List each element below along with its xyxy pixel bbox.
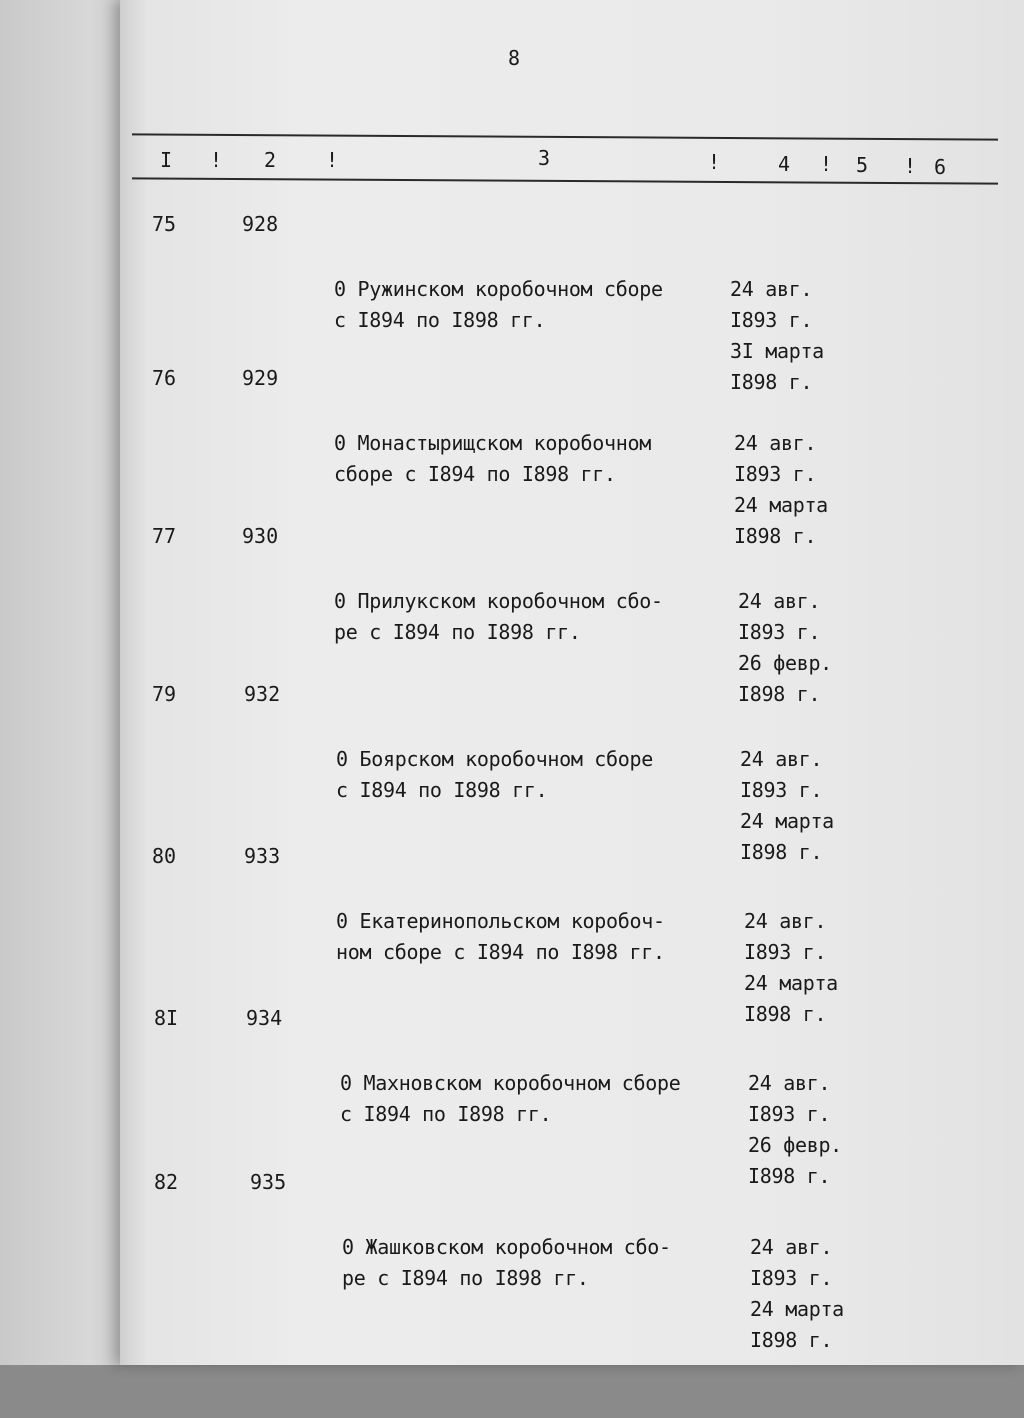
case-title: 0 Боярском коробочном сборе с I894 по I898 гг. (336, 747, 654, 802)
case-dates: 24 авг. I893 г. 26 февр. I898 г. (748, 1071, 842, 1188)
header-separator: ! (708, 150, 721, 174)
case-dates: 24 авг. I893 г. 24 марта I898 г. (734, 431, 828, 548)
row-number: 82 (154, 1170, 179, 1194)
row-number: 75 (152, 212, 177, 236)
case-dates: 24 авг. I893 г. 26 февр. I898 г. (738, 589, 832, 706)
case-number: 932 (244, 682, 281, 706)
case-title: 0 Монастырищском коробочном сборе с I894 по I898 гг. (334, 431, 652, 486)
header-col-5: 5 (856, 153, 869, 177)
header-col-4: 4 (778, 152, 791, 176)
case-title: 0 Екатеринопольском коробоч- ном сборе с I894 по I898 гг. (336, 909, 665, 964)
header-col-2: 2 (264, 148, 277, 172)
row-number: 76 (152, 366, 177, 390)
row-number: 80 (152, 844, 177, 868)
header-separator: ! (326, 148, 339, 172)
case-dates: 24 авг. I893 г. 24 марта I898 г. (750, 1235, 844, 1352)
case-number: 934 (246, 1006, 283, 1030)
header-col-1: I (160, 148, 173, 172)
case-number: 935 (250, 1170, 287, 1194)
case-title: 0 Прилукском коробочном сбо- ре с I894 по I898 гг. (334, 589, 663, 644)
header-col-6: 6 (934, 155, 947, 179)
case-dates: 24 авг. I893 г. 24 марта I898 г. (744, 909, 838, 1026)
case-number: 929 (242, 366, 279, 390)
case-number: 933 (244, 844, 281, 868)
case-dates: 24 авг. I893 г. 24 марта I898 г. (740, 747, 834, 864)
row-number: 77 (152, 524, 177, 548)
case-number: 928 (242, 212, 279, 236)
header-separator: ! (210, 148, 223, 172)
case-title: 0 Махновском коробочном сборе с I894 по I898 гг. (340, 1071, 681, 1126)
case-dates: 24 авг. I893 г. 3I марта I898 г. (730, 277, 824, 394)
row-number: 8I (154, 1006, 179, 1030)
case-title: 0 Жашковском коробочном сбо- ре с I894 по I898 гг. (342, 1235, 671, 1290)
header-col-3: 3 (538, 146, 551, 170)
row-number: 79 (152, 682, 177, 706)
case-number: 930 (242, 524, 279, 548)
page-number: 8 (508, 46, 521, 70)
header-separator: ! (904, 154, 917, 178)
case-title: 0 Ружинском коробочном сборе с I894 по I898 гг. (334, 277, 663, 332)
table-row (0, 1170, 1024, 1352)
header-separator: ! (820, 152, 833, 176)
